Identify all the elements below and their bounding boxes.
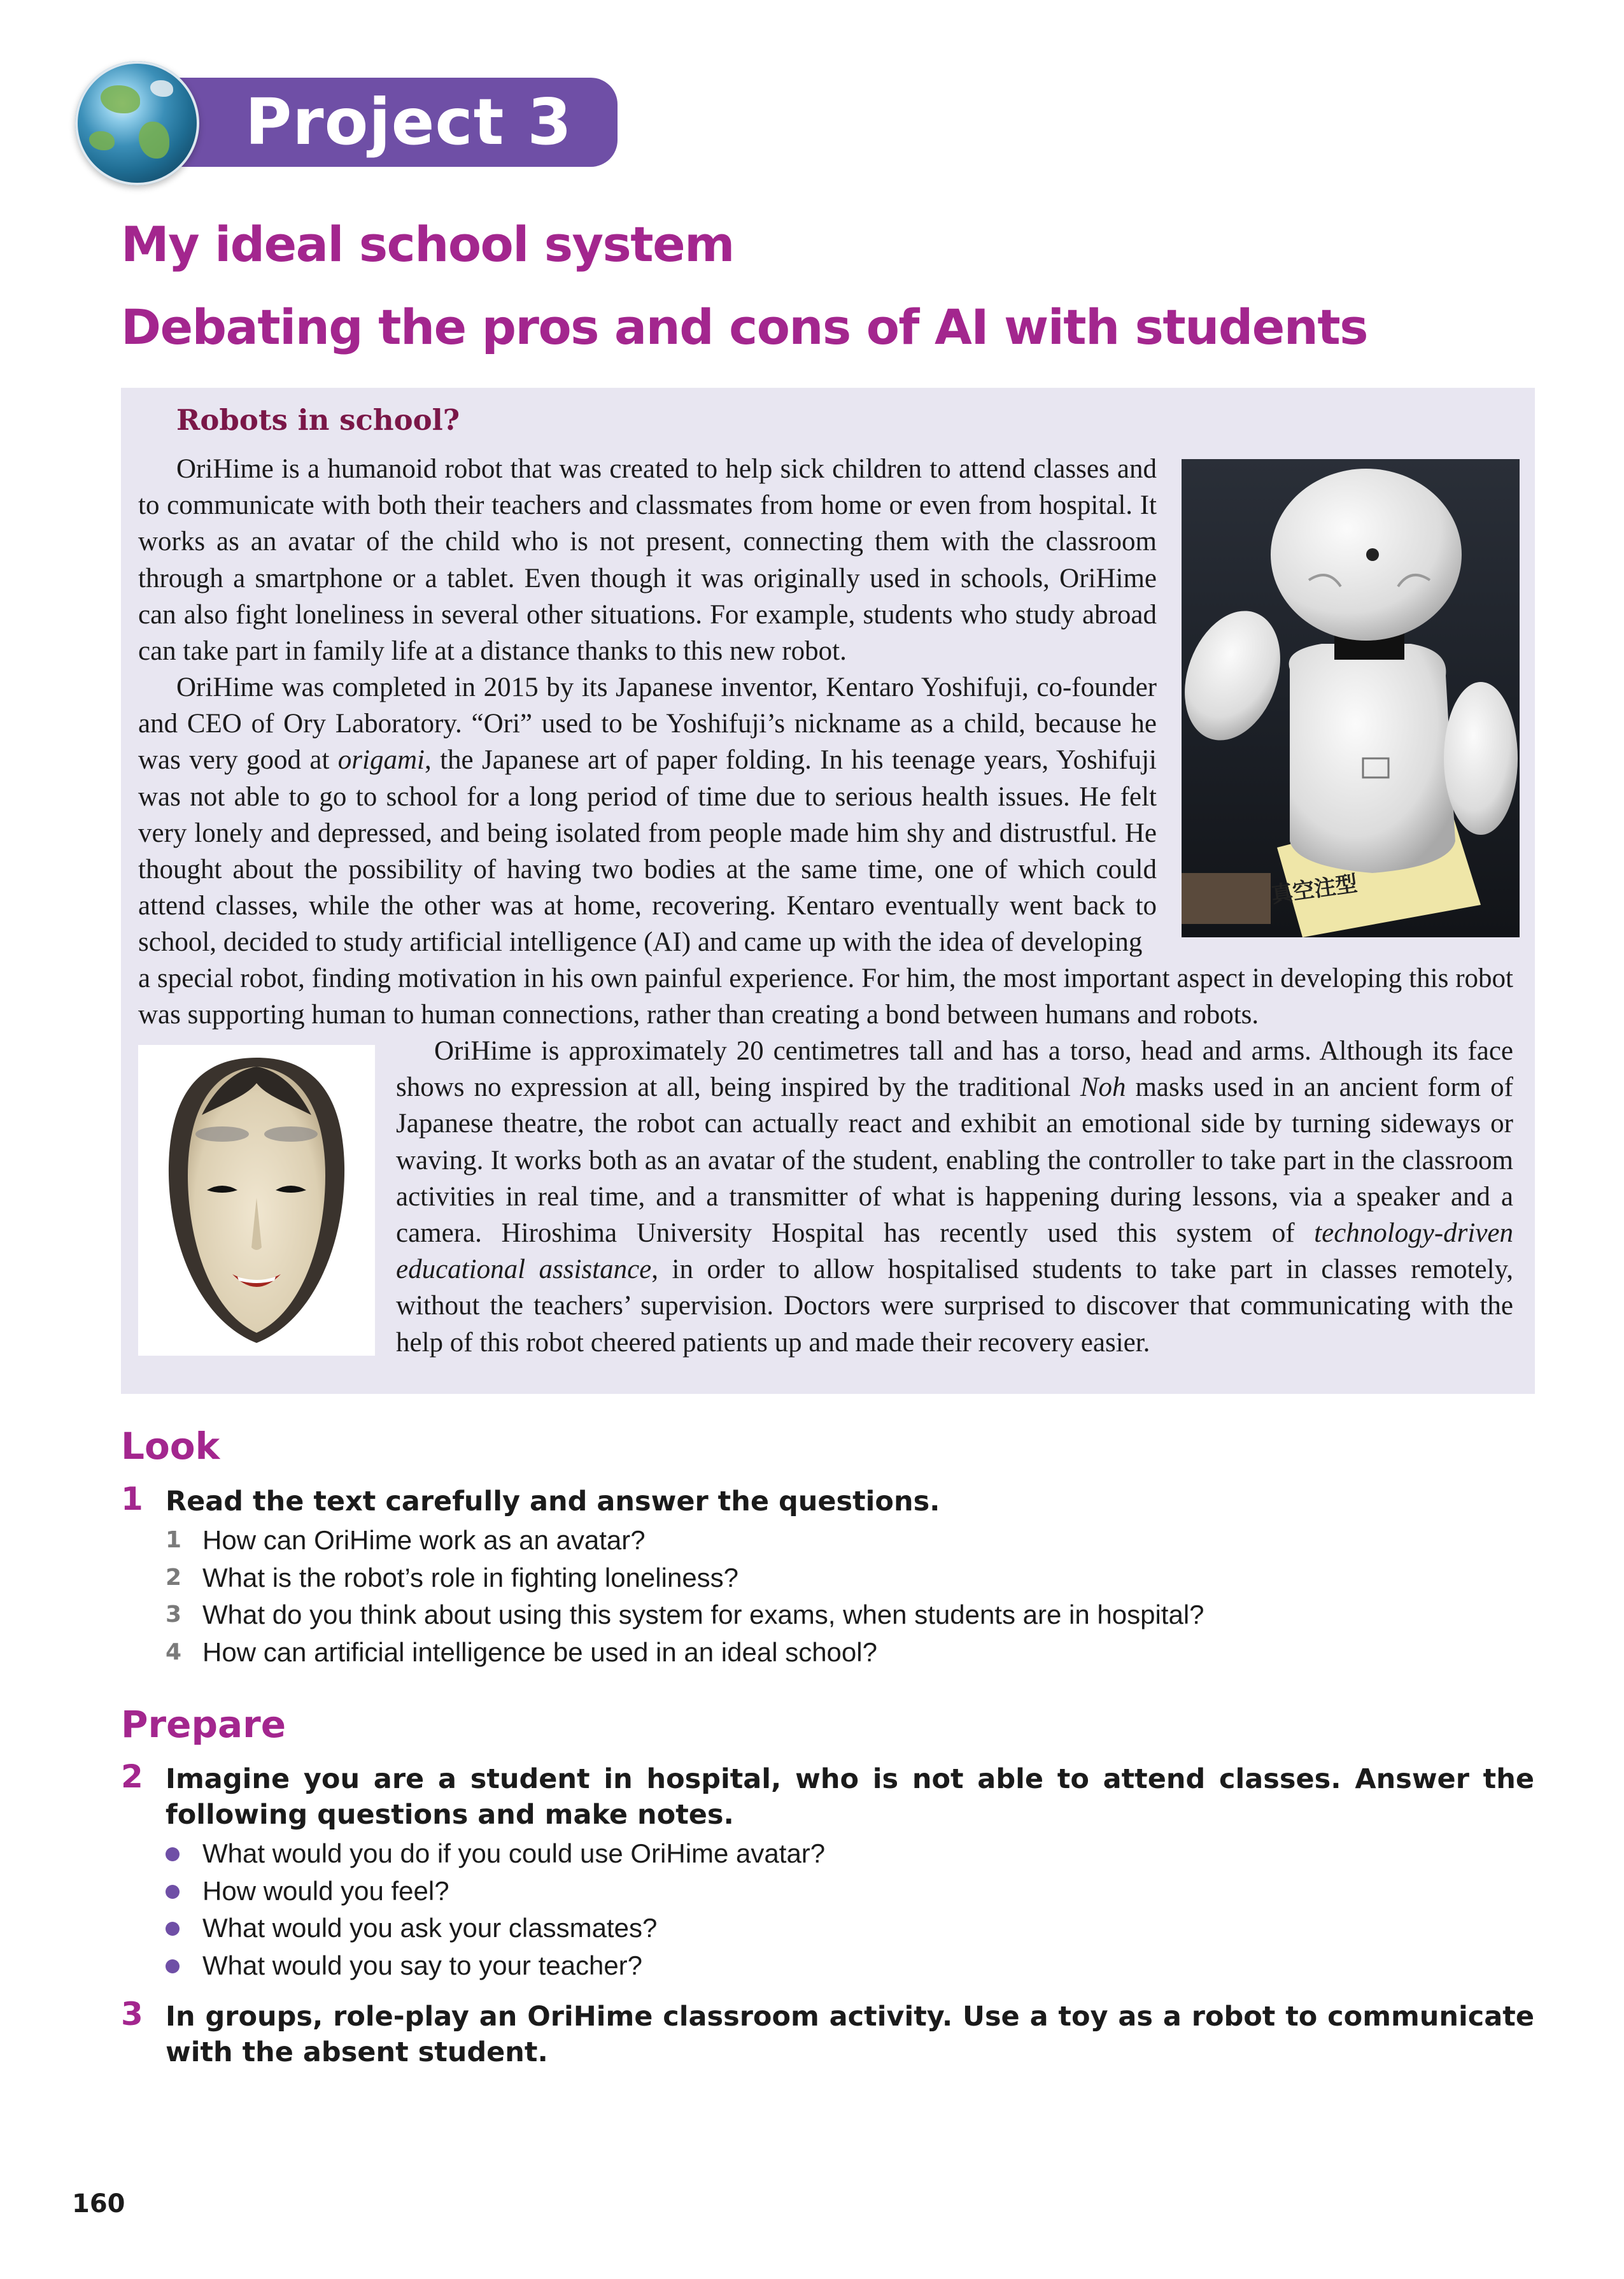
globe-icon — [75, 61, 199, 185]
bullet-text: What would you say to your teacher? — [202, 1950, 643, 1980]
bullet-dot — [166, 1959, 180, 1973]
project-banner — [150, 78, 618, 167]
bullet-text: What would you do if you could use OriHime avatar? — [202, 1838, 826, 1868]
project-title: Project 3 — [245, 85, 572, 159]
question-number: 2 — [166, 1564, 182, 1591]
bullet-dot — [166, 1922, 180, 1936]
exercise-number: 1 — [121, 1480, 143, 1517]
reading-paragraph-2 — [138, 669, 1157, 961]
question-text: What do you think about using this system for exams, when students are in hospital? — [202, 1600, 1204, 1629]
paragraph-4-text-a: OriHime is approximately 20 centimetres tall and has a torso, head and arms. Although its face shows no expression at all, being inspired by the traditional — [396, 1036, 1513, 1103]
question-item — [164, 1634, 1501, 1672]
bullet-dot — [166, 1885, 180, 1899]
robot-photo — [1182, 459, 1520, 937]
bullet-item — [164, 1835, 1501, 1873]
section-title-look: Look — [121, 1424, 220, 1468]
paragraph-2-text-b: , the Japanese art of paper folding. In his teenage years, Yoshifuji was not able to go to school for a long period of time due to serious health issues. He felt very lonely and depressed, and being isolated from people made him shy and distrustful. He thought about the possibility of having two bodies at the same time, one of which could attend classes, while the other was at home, recovering. Kentaro eventually went back to school, decided to study artificial intelligence (AI) and came up with the idea of developing — [138, 745, 1157, 958]
paragraph-2-text-a: OriHime was completed in 2015 by its Japanese inventor, Kentaro Yoshifuji, co-founder and CEO of Ory Laboratory. “Ori” used to be Yoshifuji’s nickname as a child, because he was very good at — [138, 672, 1157, 776]
bullet-item — [164, 1873, 1501, 1910]
bullet-dot — [166, 1847, 180, 1861]
question-item — [164, 1522, 1501, 1559]
reading-paragraph-3: a special robot, finding motivation in his own painful experience. For him, the most important aspect in developing this robot was supporting human to human connections, rather than creating a bond between humans and robots. — [138, 963, 1513, 1030]
noh-mask-photo — [138, 1045, 375, 1356]
paragraph-4-text-b: masks used in an ancient form of Japanese theatre, the robot can actually react and exhibit an emotional side by turning sideways or waving. It works both as an avatar of the student, enabling the controller to take part in the classroom activities in real time, and a transmitter of what is happening during lessons, via a speaker and a camera. Hiroshima University Hospital has recently used this system of — [396, 1072, 1513, 1249]
bullet-item — [164, 1910, 1501, 1947]
exercise-number: 3 — [121, 1996, 143, 2033]
question-number: 4 — [166, 1638, 182, 1665]
page-subtitle: Debating the pros and cons of AI with students — [121, 299, 1367, 355]
reading-paragraph-1: OriHime is a humanoid robot that was created to help sick children to attend classes and to communicate with both their teachers and classmates from home or even from hospital. It works as an avatar of the child who is not present, connecting them with the classroom through a smartphone or a tablet. Even though it was originally used in schools, OriHime can also fight loneliness in several other situations. For example, students who study abroad can take part in family life at a distance thanks to this new robot. — [138, 454, 1157, 667]
bullet-item — [164, 1947, 1501, 1985]
exercise-number: 2 — [121, 1758, 143, 1795]
paragraph-4-text-c: , in order to allow hospitalised students to take part in classes remotely, without the teachers’ supervision. Doctors were surprised to discover that communicating with the help of this robot cheered patients up and made their recovery easier. — [396, 1254, 1514, 1358]
page-title: My ideal school system — [121, 216, 734, 273]
question-item — [164, 1596, 1501, 1634]
question-number: 3 — [166, 1601, 182, 1628]
question-number: 1 — [166, 1527, 182, 1553]
page-number: 160 — [72, 2189, 125, 2219]
section-title-prepare: Prepare — [121, 1703, 286, 1746]
paragraph-2-emphasis: origami — [337, 745, 425, 776]
question-text: What is the robot’s role in fighting loneliness? — [202, 1562, 739, 1593]
bullet-text: How would you feel? — [202, 1875, 449, 1906]
bullet-text: What would you ask your classmates? — [202, 1913, 658, 1943]
note-bullet-list — [164, 1835, 1501, 1984]
question-list — [164, 1522, 1501, 1671]
exercise-2-instruction: Imagine you are a student in hospital, who is not able to attend classes. Answer the following questions and make notes. — [166, 1763, 1534, 1831]
reading-paragraph-4 — [396, 1033, 1513, 1361]
reading-panel — [121, 388, 1535, 1394]
question-item — [164, 1559, 1501, 1597]
paragraph-4-emphasis-noh: Noh — [1080, 1072, 1126, 1103]
question-text: How can artificial intelligence be used in an ideal school? — [202, 1636, 877, 1667]
robot-label: 真空注型 — [1269, 870, 1359, 909]
exercise-1-instruction: Read the text carefully and answer the questions. — [166, 1486, 940, 1517]
question-text: How can OriHime work as an avatar? — [202, 1525, 646, 1555]
paragraph-4-emphasis-term: technology-driven educational assistance — [396, 1218, 1513, 1285]
reading-title: Robots in school? — [176, 403, 460, 437]
exercise-3-instruction: In groups, role-play an OriHime classroom activity. Use a toy as a robot to communicate with the absent student. — [166, 2001, 1534, 2068]
